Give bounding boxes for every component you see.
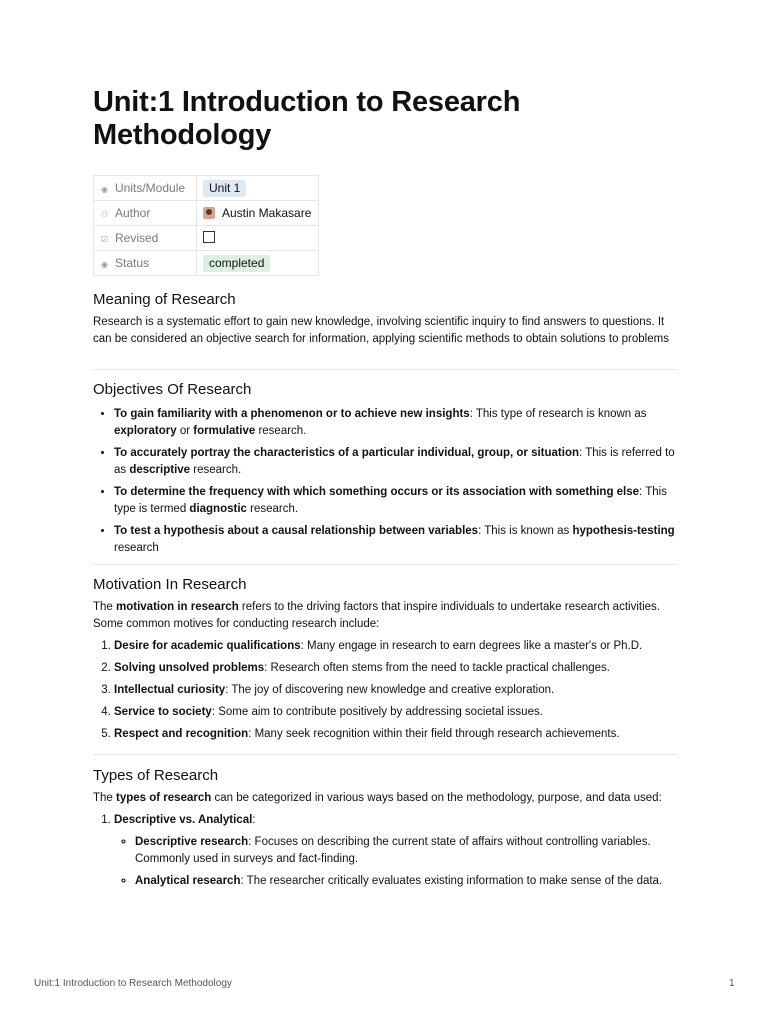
list-item: • To determine the frequency with which something occurs or its association with something else: This type is termed diagnostic research. (114, 484, 677, 518)
meaning-section (93, 290, 677, 348)
list-item: 1. Desire for academic qualifications: Many engage in research to earn degrees like a master's or Ph.D. (114, 638, 677, 655)
footer-title: Unit:1 Introduction to Research Methodology (34, 978, 232, 989)
status-property-icon: ◉ (101, 260, 108, 269)
list-item: 3. Intellectual curiosity: The joy of discovering new knowledge and creative exploration. (114, 682, 677, 699)
page-number: 1 (729, 978, 735, 989)
types-intro: The types of research can be categorized in various ways based on the methodology, purpose, and data used: (93, 792, 662, 804)
divider (93, 564, 677, 565)
objectives-list (93, 406, 677, 557)
meaning-heading: Meaning of Research (93, 291, 236, 308)
objectives-section (93, 380, 677, 562)
list-item: 1. Descriptive vs. Analytical: ◦ Descriptive research: Focuses on describing the current state of affairs without controlling variables. Commonly used in surveys and fact-finding. ◦ Analytical research: The researcher critically evaluates existing information to make sense of the data. (114, 812, 677, 890)
checkbox-property-icon: ☑ (100, 235, 109, 244)
types-sublist (114, 834, 677, 890)
list-item: ◦ Descriptive research: Focuses on describing the current state of affairs without controlling variables. Commonly used in surveys and fact-finding. (135, 834, 677, 868)
page-title: Unit:1 Introduction to Research Methodology (93, 86, 521, 151)
revised-label: Revised (115, 231, 159, 245)
select-property-icon: ◉ (101, 185, 108, 194)
property-row-author (94, 201, 319, 226)
list-item: 2. Solving unsolved problems: Research often stems from the need to tackle practical challenges. (114, 660, 677, 677)
motivation-heading: Motivation In Research (93, 576, 247, 593)
units-label: Units/Module (115, 181, 186, 195)
status-badge[interactable]: completed (203, 255, 270, 272)
status-label: Status (115, 256, 150, 270)
list-item: ◦ Analytical research: The researcher critically evaluates existing information to make sense of the data. (135, 873, 677, 890)
list-item: • To gain familiarity with a phenomenon or to achieve new insights: This type of research is known as exploratory or formulative research. (114, 406, 677, 440)
types-heading: Types of Research (93, 767, 219, 784)
people-property-icon: ⚇ (100, 210, 109, 219)
divider (93, 754, 677, 755)
meaning-paragraph: Research is a systematic effort to gain new knowledge, involving scientific inquiry to find answers to questions. It can be considered an objective search for information, applying scientific methods to obtain solutions to problems (93, 316, 669, 345)
list-item: 5. Respect and recognition: Many seek recognition within their field through research achievements. (114, 726, 677, 743)
author-name[interactable]: Austin Makasare (222, 206, 312, 220)
property-row-units (94, 176, 319, 201)
properties-table (93, 175, 319, 276)
revised-checkbox[interactable] (203, 231, 215, 243)
avatar (203, 207, 215, 219)
author-label: Author (115, 206, 151, 220)
motivation-list (93, 638, 677, 743)
list-item: 4. Service to society: Some aim to contribute positively by addressing societal issues. (114, 704, 677, 721)
motivation-section (93, 575, 677, 748)
property-row-revised (94, 226, 319, 251)
objectives-heading: Objectives Of Research (93, 381, 252, 398)
list-item: • To test a hypothesis about a causal relationship between variables: This is known as hypothesis-testing research (114, 523, 677, 557)
list-item: • To accurately portray the characteristics of a particular individual, group, or situation: This is referred to as descriptive research. (114, 445, 677, 479)
divider (93, 369, 677, 370)
types-list (93, 812, 677, 890)
units-tag[interactable]: Unit 1 (203, 180, 246, 197)
motivation-intro: The motivation in research refers to the driving factors that inspire individuals to undertake research activities. Some common motives for conducting research include: (93, 601, 660, 630)
types-section (93, 766, 677, 895)
property-row-status (94, 251, 319, 276)
